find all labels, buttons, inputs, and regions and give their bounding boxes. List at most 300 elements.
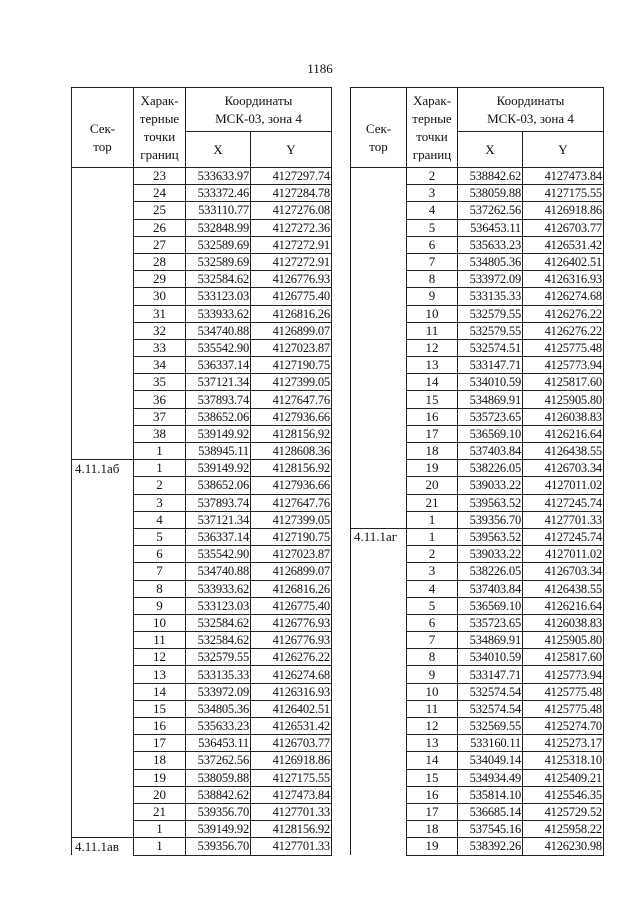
y-coordinate-cell: 4125273.17	[523, 735, 604, 752]
x-coordinate-cell: 533972.09	[186, 683, 251, 700]
point-number-cell: 16	[134, 718, 186, 735]
point-number-cell: 31	[134, 305, 186, 322]
x-coordinate-cell: 537545.16	[458, 821, 523, 838]
y-coordinate-cell: 4125905.80	[523, 391, 604, 408]
table-row	[72, 168, 332, 185]
x-coordinate-cell: 533933.62	[186, 305, 251, 322]
point-number-cell: 12	[407, 718, 458, 735]
x-coordinate-cell: 539356.70	[458, 511, 523, 528]
table-row	[72, 803, 332, 820]
point-number-cell: 19	[407, 838, 458, 855]
sector-cell	[351, 339, 407, 356]
x-coordinate-cell: 532579.55	[458, 322, 523, 339]
table-row	[72, 838, 332, 855]
sector-cell	[351, 322, 407, 339]
y-coordinate-cell: 4127936.66	[251, 477, 332, 494]
sector-cell	[72, 614, 134, 631]
y-coordinate-cell: 4126703.34	[523, 563, 604, 580]
x-coordinate-cell: 534805.36	[458, 253, 523, 270]
y-coordinate-cell: 4125905.80	[523, 632, 604, 649]
y-coordinate-cell: 4127701.33	[523, 511, 604, 528]
table-row	[351, 357, 604, 374]
table-row	[351, 477, 604, 494]
point-number-cell: 13	[407, 357, 458, 374]
y-coordinate-cell: 4126276.22	[251, 649, 332, 666]
table-row	[72, 632, 332, 649]
point-number-cell: 16	[407, 408, 458, 425]
y-coordinate-cell: 4126918.86	[251, 752, 332, 769]
table-row	[351, 374, 604, 391]
sector-cell	[351, 477, 407, 494]
point-number-cell: 28	[134, 253, 186, 270]
table-row	[351, 185, 604, 202]
sector-cell	[351, 253, 407, 270]
point-number-cell: 23	[134, 168, 186, 185]
point-number-cell: 8	[134, 580, 186, 597]
sector-cell	[351, 597, 407, 614]
y-coordinate-cell: 4126531.42	[251, 718, 332, 735]
sector-cell	[72, 546, 134, 563]
point-number-cell: 12	[407, 339, 458, 356]
sector-cell	[351, 769, 407, 786]
sector-cell	[72, 752, 134, 769]
table-row	[72, 253, 332, 270]
table-row	[351, 511, 604, 528]
point-number-cell: 15	[134, 700, 186, 717]
y-coordinate-cell: 4126438.55	[523, 443, 604, 460]
y-coordinate-cell: 4125958.22	[523, 821, 604, 838]
sector-cell	[72, 494, 134, 511]
table-body-right	[351, 168, 604, 856]
x-coordinate-cell: 538652.06	[186, 477, 251, 494]
y-coordinate-cell: 4126918.86	[523, 202, 604, 219]
table-row	[72, 786, 332, 803]
x-coordinate-cell: 536337.14	[186, 357, 251, 374]
y-coordinate-cell: 4126776.93	[251, 614, 332, 631]
y-coordinate-cell: 4127647.76	[251, 391, 332, 408]
table-row	[351, 271, 604, 288]
y-coordinate-cell: 4127023.87	[251, 339, 332, 356]
table-row	[351, 460, 604, 477]
sector-cell	[351, 494, 407, 511]
y-coordinate-cell: 4125775.48	[523, 339, 604, 356]
x-coordinate-cell: 536569.10	[458, 425, 523, 442]
x-coordinate-cell: 532579.55	[458, 305, 523, 322]
point-number-cell: 21	[407, 494, 458, 511]
y-coordinate-cell: 4126276.22	[523, 305, 604, 322]
y-coordinate-cell: 4126776.93	[251, 271, 332, 288]
x-coordinate-cell: 533633.97	[186, 168, 251, 185]
point-number-cell: 5	[407, 597, 458, 614]
point-number-cell: 20	[407, 477, 458, 494]
point-number-cell: 6	[134, 546, 186, 563]
x-coordinate-cell: 537893.74	[186, 494, 251, 511]
x-coordinate-cell: 538652.06	[186, 408, 251, 425]
y-coordinate-cell: 4127473.84	[251, 786, 332, 803]
header-coordinates: Координаты МСК-03, зона 4	[458, 88, 604, 132]
point-number-cell: 17	[134, 735, 186, 752]
table-row	[351, 528, 604, 545]
y-coordinate-cell: 4126038.83	[523, 614, 604, 631]
x-coordinate-cell: 534934.49	[458, 769, 523, 786]
table-row	[72, 700, 332, 717]
y-coordinate-cell: 4125817.60	[523, 649, 604, 666]
y-coordinate-cell: 4127647.76	[251, 494, 332, 511]
table-row	[72, 580, 332, 597]
x-coordinate-cell: 535633.23	[458, 236, 523, 253]
coordinates-table-left	[71, 87, 332, 856]
sector-cell	[72, 236, 134, 253]
table-row	[351, 597, 604, 614]
table-row	[72, 357, 332, 374]
x-coordinate-cell: 532569.55	[458, 718, 523, 735]
point-number-cell: 34	[134, 357, 186, 374]
x-coordinate-cell: 536453.11	[458, 219, 523, 236]
x-coordinate-cell: 532574.54	[458, 700, 523, 717]
y-coordinate-cell: 4126703.77	[523, 219, 604, 236]
point-number-cell: 1	[134, 838, 186, 855]
x-coordinate-cell: 533160.11	[458, 735, 523, 752]
y-coordinate-cell: 4128156.92	[251, 821, 332, 838]
point-number-cell: 12	[134, 649, 186, 666]
header-x: X	[458, 132, 523, 168]
point-number-cell: 7	[407, 253, 458, 270]
sector-cell	[351, 288, 407, 305]
x-coordinate-cell: 533147.71	[458, 357, 523, 374]
x-coordinate-cell: 532584.62	[186, 614, 251, 631]
header-points: Харак- терные точки границ	[407, 88, 458, 168]
x-coordinate-cell: 535723.65	[458, 408, 523, 425]
y-coordinate-cell: 4125775.48	[523, 683, 604, 700]
table-row	[351, 236, 604, 253]
sector-cell	[351, 700, 407, 717]
y-coordinate-cell: 4126531.42	[523, 236, 604, 253]
point-number-cell: 32	[134, 322, 186, 339]
y-coordinate-cell: 4125318.10	[523, 752, 604, 769]
sector-cell	[351, 185, 407, 202]
coordinates-table-right	[350, 87, 604, 856]
sector-cell	[72, 271, 134, 288]
table-row	[72, 322, 332, 339]
y-coordinate-cell: 4126316.93	[523, 271, 604, 288]
x-coordinate-cell: 537893.74	[186, 391, 251, 408]
y-coordinate-cell: 4128156.92	[251, 425, 332, 442]
sector-cell	[72, 786, 134, 803]
table-row	[351, 580, 604, 597]
sector-cell	[351, 580, 407, 597]
y-coordinate-cell: 4125817.60	[523, 374, 604, 391]
x-coordinate-cell: 537403.84	[458, 580, 523, 597]
table-row	[72, 752, 332, 769]
table-row	[351, 821, 604, 838]
point-number-cell: 14	[407, 752, 458, 769]
y-coordinate-cell: 4126816.26	[251, 305, 332, 322]
x-coordinate-cell: 534049.14	[458, 752, 523, 769]
point-number-cell: 18	[407, 821, 458, 838]
sector-cell	[351, 614, 407, 631]
y-coordinate-cell: 4126274.68	[523, 288, 604, 305]
sector-cell	[72, 391, 134, 408]
point-number-cell: 3	[407, 185, 458, 202]
sector-cell	[72, 580, 134, 597]
table-row	[351, 752, 604, 769]
point-number-cell: 18	[407, 443, 458, 460]
table-row	[72, 391, 332, 408]
x-coordinate-cell: 533135.33	[186, 666, 251, 683]
table-row	[72, 339, 332, 356]
point-number-cell: 6	[407, 614, 458, 631]
x-coordinate-cell: 534010.59	[458, 649, 523, 666]
sector-cell	[72, 322, 134, 339]
y-coordinate-cell: 4125546.35	[523, 786, 604, 803]
table-row	[351, 339, 604, 356]
point-number-cell: 6	[407, 236, 458, 253]
table-row	[351, 288, 604, 305]
sector-cell	[351, 666, 407, 683]
table-row	[351, 649, 604, 666]
table-row	[72, 477, 332, 494]
y-coordinate-cell: 4127245.74	[523, 528, 604, 545]
y-coordinate-cell: 4126274.68	[251, 666, 332, 683]
table-row	[72, 443, 332, 460]
sector-cell	[351, 271, 407, 288]
x-coordinate-cell: 539149.92	[186, 460, 251, 477]
header-points: Харак- терные точки границ	[134, 88, 186, 168]
point-number-cell: 13	[407, 735, 458, 752]
point-number-cell: 9	[407, 288, 458, 305]
point-number-cell: 19	[134, 769, 186, 786]
point-number-cell: 38	[134, 425, 186, 442]
table-row	[72, 528, 332, 545]
sector-cell	[72, 666, 134, 683]
x-coordinate-cell: 539149.92	[186, 425, 251, 442]
table-row	[72, 735, 332, 752]
y-coordinate-cell: 4126402.51	[251, 700, 332, 717]
y-coordinate-cell: 4127936.66	[251, 408, 332, 425]
x-coordinate-cell: 532589.69	[186, 253, 251, 270]
table-row	[72, 769, 332, 786]
point-number-cell: 21	[134, 803, 186, 820]
y-coordinate-cell: 4125775.48	[523, 700, 604, 717]
header-sector: Сек- тор	[72, 88, 134, 168]
y-coordinate-cell: 4128156.92	[251, 460, 332, 477]
point-number-cell: 13	[134, 666, 186, 683]
table-row	[351, 443, 604, 460]
y-coordinate-cell: 4126899.07	[251, 563, 332, 580]
x-coordinate-cell: 532589.69	[186, 236, 251, 253]
sector-cell	[72, 168, 134, 185]
point-number-cell: 15	[407, 391, 458, 408]
point-number-cell: 30	[134, 288, 186, 305]
point-number-cell: 36	[134, 391, 186, 408]
point-number-cell: 1	[134, 443, 186, 460]
point-number-cell: 11	[134, 632, 186, 649]
table-row	[351, 494, 604, 511]
sector-cell	[351, 443, 407, 460]
y-coordinate-cell: 4128608.36	[251, 443, 332, 460]
y-coordinate-cell: 4126703.34	[523, 460, 604, 477]
table-row	[351, 546, 604, 563]
x-coordinate-cell: 537121.34	[186, 374, 251, 391]
point-number-cell: 1	[134, 821, 186, 838]
y-coordinate-cell: 4127190.75	[251, 528, 332, 545]
table-row	[72, 408, 332, 425]
point-number-cell: 4	[407, 580, 458, 597]
x-coordinate-cell: 539033.22	[458, 546, 523, 563]
sector-cell	[72, 374, 134, 391]
table-row	[351, 786, 604, 803]
point-number-cell: 25	[134, 202, 186, 219]
table-row	[72, 185, 332, 202]
point-number-cell: 14	[407, 374, 458, 391]
sector-cell	[351, 168, 407, 185]
point-number-cell: 10	[407, 683, 458, 700]
x-coordinate-cell: 539563.52	[458, 528, 523, 545]
table-row	[351, 305, 604, 322]
point-number-cell: 4	[134, 511, 186, 528]
sector-cell	[72, 253, 134, 270]
y-coordinate-cell: 4126703.77	[251, 735, 332, 752]
y-coordinate-cell: 4125729.52	[523, 803, 604, 820]
x-coordinate-cell: 538842.62	[186, 786, 251, 803]
sector-cell	[351, 735, 407, 752]
y-coordinate-cell: 4127272.91	[251, 236, 332, 253]
point-number-cell: 2	[407, 168, 458, 185]
sector-cell	[351, 838, 407, 855]
y-coordinate-cell: 4127245.74	[523, 494, 604, 511]
sector-cell	[72, 408, 134, 425]
y-coordinate-cell: 4127011.02	[523, 546, 604, 563]
x-coordinate-cell: 535542.90	[186, 339, 251, 356]
y-coordinate-cell: 4126775.40	[251, 288, 332, 305]
sector-cell	[72, 511, 134, 528]
table-row	[72, 649, 332, 666]
sector-cell: 4.11.1аб	[72, 460, 134, 477]
point-number-cell: 2	[134, 477, 186, 494]
sector-cell	[351, 683, 407, 700]
table-row	[72, 666, 332, 683]
sector-cell	[72, 443, 134, 460]
sector-cell	[72, 219, 134, 236]
y-coordinate-cell: 4125409.21	[523, 769, 604, 786]
point-number-cell: 16	[407, 786, 458, 803]
point-number-cell: 3	[407, 563, 458, 580]
x-coordinate-cell: 532584.62	[186, 271, 251, 288]
x-coordinate-cell: 533147.71	[458, 666, 523, 683]
header-x: X	[186, 132, 251, 168]
y-coordinate-cell: 4125274.70	[523, 718, 604, 735]
x-coordinate-cell: 532584.62	[186, 632, 251, 649]
x-coordinate-cell: 532848.99	[186, 219, 251, 236]
table-row	[72, 821, 332, 838]
point-number-cell: 24	[134, 185, 186, 202]
y-coordinate-cell: 4127190.75	[251, 357, 332, 374]
point-number-cell: 3	[134, 494, 186, 511]
x-coordinate-cell: 538059.88	[186, 769, 251, 786]
sector-cell	[351, 632, 407, 649]
y-coordinate-cell: 4127399.05	[251, 374, 332, 391]
sector-cell	[351, 305, 407, 322]
y-coordinate-cell: 4127175.55	[251, 769, 332, 786]
table-row	[72, 494, 332, 511]
table-row	[351, 425, 604, 442]
sector-cell	[351, 374, 407, 391]
table-row	[351, 253, 604, 270]
x-coordinate-cell: 534740.88	[186, 322, 251, 339]
sector-cell	[72, 339, 134, 356]
x-coordinate-cell: 538226.05	[458, 563, 523, 580]
table-row	[351, 322, 604, 339]
header-y: Y	[523, 132, 604, 168]
y-coordinate-cell: 4127297.74	[251, 168, 332, 185]
x-coordinate-cell: 536337.14	[186, 528, 251, 545]
point-number-cell: 11	[407, 700, 458, 717]
sector-cell	[72, 528, 134, 545]
x-coordinate-cell: 533135.33	[458, 288, 523, 305]
x-coordinate-cell: 532579.55	[186, 649, 251, 666]
x-coordinate-cell: 538226.05	[458, 460, 523, 477]
x-coordinate-cell: 538059.88	[458, 185, 523, 202]
table-row	[351, 718, 604, 735]
table-row	[72, 271, 332, 288]
sector-cell	[72, 718, 134, 735]
y-coordinate-cell: 4127701.33	[251, 838, 332, 855]
sector-cell	[72, 563, 134, 580]
table-row	[72, 597, 332, 614]
table-row	[351, 219, 604, 236]
table-row	[351, 202, 604, 219]
sector-cell	[72, 821, 134, 838]
sector-cell	[72, 425, 134, 442]
x-coordinate-cell: 534010.59	[458, 374, 523, 391]
point-number-cell: 10	[407, 305, 458, 322]
sector-cell	[72, 185, 134, 202]
table-row	[351, 391, 604, 408]
sector-cell	[351, 408, 407, 425]
y-coordinate-cell: 4127701.33	[251, 803, 332, 820]
point-number-cell: 19	[407, 460, 458, 477]
table-row	[351, 632, 604, 649]
x-coordinate-cell: 537262.56	[458, 202, 523, 219]
y-coordinate-cell: 4127023.87	[251, 546, 332, 563]
x-coordinate-cell: 534869.91	[458, 391, 523, 408]
sector-cell	[72, 700, 134, 717]
sector-cell	[72, 649, 134, 666]
point-number-cell: 10	[134, 614, 186, 631]
x-coordinate-cell: 539033.22	[458, 477, 523, 494]
table-body-left	[72, 168, 332, 856]
x-coordinate-cell: 536569.10	[458, 597, 523, 614]
x-coordinate-cell: 539356.70	[186, 803, 251, 820]
sector-cell	[351, 563, 407, 580]
y-coordinate-cell: 4125773.94	[523, 357, 604, 374]
sector-cell	[72, 305, 134, 322]
sector-cell	[72, 803, 134, 820]
x-coordinate-cell: 534740.88	[186, 563, 251, 580]
sector-cell	[351, 202, 407, 219]
sector-cell	[351, 752, 407, 769]
page-number: 1186	[307, 61, 333, 76]
sector-cell	[72, 202, 134, 219]
x-coordinate-cell: 537121.34	[186, 511, 251, 528]
sector-cell	[72, 597, 134, 614]
sector-cell	[351, 546, 407, 563]
point-number-cell: 5	[407, 219, 458, 236]
x-coordinate-cell: 539563.52	[458, 494, 523, 511]
sector-cell	[351, 803, 407, 820]
x-coordinate-cell: 533972.09	[458, 271, 523, 288]
point-number-cell: 7	[407, 632, 458, 649]
